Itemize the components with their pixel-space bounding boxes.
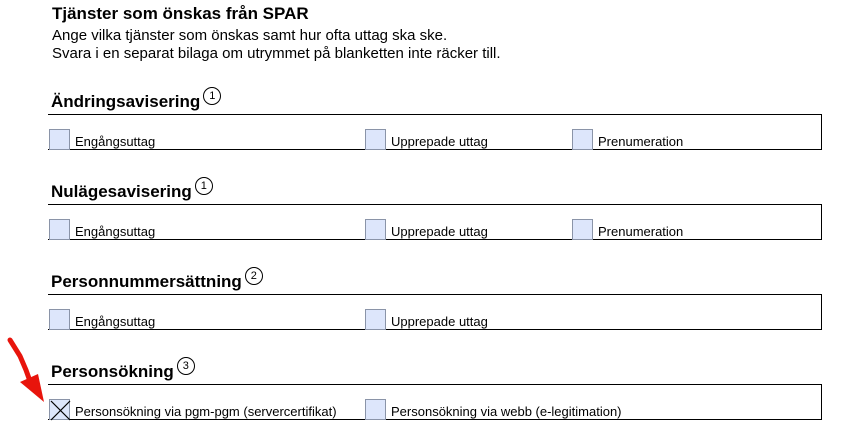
section-title-text: Ändringsavisering bbox=[51, 92, 201, 111]
checkbox-webb[interactable] bbox=[365, 399, 386, 420]
red-arrow-icon bbox=[4, 336, 54, 406]
options-row bbox=[48, 204, 822, 240]
checkbox-label: Prenumeration bbox=[598, 224, 684, 239]
options-row bbox=[48, 294, 822, 330]
checkbox-label: Personsökning via pgm-pgm (servercertifikat) bbox=[75, 404, 337, 419]
intro-line-2: Svara i en separat bilaga om utrymmet på blanketten inte räcker till. bbox=[52, 45, 501, 62]
checkbox-label: Engångsuttag bbox=[75, 134, 156, 149]
checkbox-prenumeration[interactable] bbox=[572, 129, 593, 150]
checkbox-label: Engångsuttag bbox=[75, 224, 156, 239]
checkbox-label: Engångsuttag bbox=[75, 314, 156, 329]
section-title bbox=[51, 87, 221, 112]
checkbox-prenumeration[interactable] bbox=[572, 219, 593, 240]
checkbox-label: Personsökning via webb (e-legitimation) bbox=[391, 404, 622, 419]
checkbox-upprepade-uttag[interactable] bbox=[365, 309, 386, 330]
checkbox-label: Prenumeration bbox=[598, 134, 684, 149]
section-title bbox=[51, 177, 213, 202]
checkbox-engangsuttag[interactable] bbox=[49, 129, 70, 150]
checkbox-upprepade-uttag[interactable] bbox=[365, 129, 386, 150]
checkbox-label: Upprepade uttag bbox=[391, 314, 488, 329]
checkbox-upprepade-uttag[interactable] bbox=[365, 219, 386, 240]
checkbox-engangsuttag[interactable] bbox=[49, 309, 70, 330]
intro-line-1: Ange vilka tjänster som önskas samt hur ofta uttag ska ske. bbox=[52, 27, 448, 44]
section-title-text: Personnummersättning bbox=[51, 272, 242, 291]
section-title bbox=[51, 267, 263, 292]
page-title: Tjänster som önskas från SPAR bbox=[52, 4, 309, 23]
checkbox-label: Upprepade uttag bbox=[391, 134, 488, 149]
checkbox-label: Upprepade uttag bbox=[391, 224, 488, 239]
footnote-marker: 1 bbox=[203, 87, 221, 105]
options-row bbox=[48, 384, 822, 420]
checkbox-engangsuttag[interactable] bbox=[49, 219, 70, 240]
section-title-text: Nulägesavisering bbox=[51, 182, 192, 201]
footnote-marker: 2 bbox=[245, 267, 263, 285]
footnote-marker: 3 bbox=[177, 357, 195, 375]
options-row bbox=[48, 114, 822, 150]
section-title-text: Personsökning bbox=[51, 362, 174, 381]
section-title bbox=[51, 357, 195, 382]
footnote-marker: 1 bbox=[195, 177, 213, 195]
